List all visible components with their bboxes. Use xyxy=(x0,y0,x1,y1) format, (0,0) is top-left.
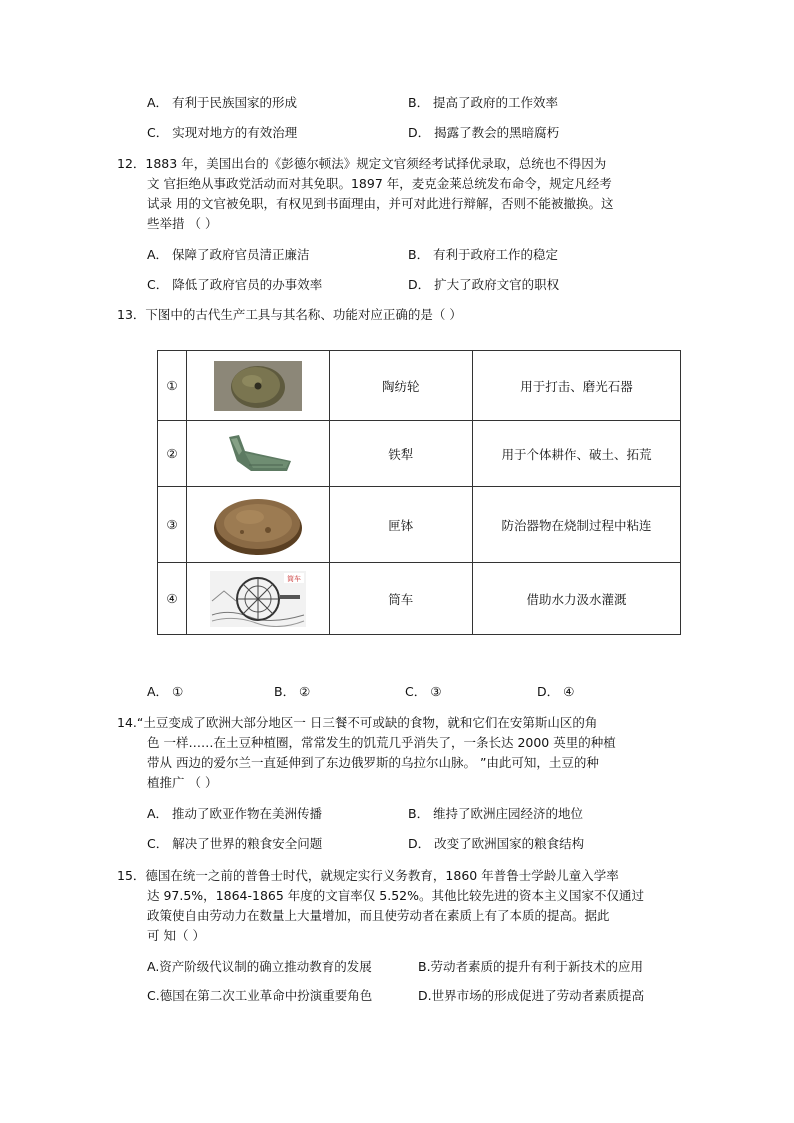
q13-stem: 13．下图中的古代生产工具与其名称、功能对应正确的是（ ） xyxy=(117,307,462,322)
q13-option-d[interactable]: D． ④ xyxy=(537,684,575,699)
q12-stem-line-2: 文 官拒绝从事政党活动而对其免职。1897 年，麦克金莱总统发布命令，规定凡经考 xyxy=(147,176,612,191)
q12-stem-line-3: 试录 用的文官被免职，有权见到书面理由，并可对此进行辩解，否则不能被撤换。这 xyxy=(147,196,614,211)
row-number: ① xyxy=(158,351,187,421)
water-wheel-image xyxy=(210,571,306,627)
q15-option-b[interactable]: B.劳动者素质的提升有利于新技术的应用 xyxy=(418,959,644,974)
row-number: ② xyxy=(158,421,187,487)
tool-name: 筒车 xyxy=(329,563,472,635)
q11-option-a[interactable]: A． 有利于民族国家的形成 xyxy=(147,95,298,110)
tool-name: 铁犁 xyxy=(329,421,472,487)
tool-function: 用于打击、磨光石器 xyxy=(472,351,680,421)
q14-stem-line-3: 带从 西边的爱尔兰一直延伸到了东边俄罗斯的乌拉尔山脉。 ”由此可知，土豆的种 xyxy=(147,755,599,770)
water-wheel-caption: 筒车 xyxy=(286,574,301,583)
table-row xyxy=(158,487,681,563)
tool-function: 防治器物在烧制过程中粘连 xyxy=(472,487,680,563)
tool-function: 用于个体耕作、破土、拓荒 xyxy=(472,421,680,487)
q14-option-c[interactable]: C． 解决了世界的粮食安全问题 xyxy=(147,836,323,851)
table-row xyxy=(158,351,681,421)
saggar-image xyxy=(210,492,306,558)
q15-option-a[interactable]: A.资产阶级代议制的确立推动教育的发展 xyxy=(147,959,372,974)
q15-stem-line-4: 可 知（ ） xyxy=(147,928,205,943)
row-number: ③ xyxy=(158,487,187,563)
table-row xyxy=(158,563,681,635)
tool-function: 借助水力汲水灌溉 xyxy=(472,563,680,635)
q12-stem-line-1: 12．1883 年，美国出台的《彭德尔顿法》规定文官须经考试择优录取，总统也不得因为 xyxy=(117,156,607,171)
q14-option-a[interactable]: A． 推动了欧亚作物在美洲传播 xyxy=(147,806,323,821)
tool-name: 匣钵 xyxy=(329,487,472,563)
table-row xyxy=(158,421,681,487)
q12-option-a[interactable]: A． 保障了政府官员清正廉洁 xyxy=(147,247,310,262)
q11-option-c[interactable]: C． 实现对地方的有效治理 xyxy=(147,125,298,140)
q12-option-b[interactable]: B． 有利于政府工作的稳定 xyxy=(408,247,559,262)
q15-stem-line-2: 达 97.5%，1864-1865 年度的文盲率仅 5.52%。其他比较先进的资本主义国家不仅通过 xyxy=(147,888,644,903)
tools-table xyxy=(157,350,681,635)
q14-option-b[interactable]: B． 维持了欧洲庄园经济的地位 xyxy=(408,806,584,821)
q12-option-d[interactable]: D． 扩大了政府文官的职权 xyxy=(408,277,560,292)
q14-stem-line-4: 植推广 （ ） xyxy=(147,775,218,790)
q14-stem-line-1: 14.“土豆变成了欧洲大部分地区一 日三餐不可或缺的食物，就和它们在安第斯山区的角 xyxy=(117,715,598,730)
q11-option-b[interactable]: B． 提高了政府的工作效率 xyxy=(408,95,559,110)
spindle-whorl-image xyxy=(214,361,302,411)
q15-stem-line-3: 政策使自由劳动力在数量上大量增加，而且使劳动者在素质上有了本质的提高。据此 xyxy=(147,908,610,923)
q14-stem-line-2: 色 一样……在土豆种植圈，常常发生的饥荒几乎消失了，一条长达 2000 英里的种植 xyxy=(147,735,616,750)
iron-plough-image xyxy=(215,431,301,477)
q13-option-a[interactable]: A． ① xyxy=(147,684,184,699)
q13-option-c[interactable]: C． ③ xyxy=(405,684,442,699)
q15-option-c[interactable]: C.德国在第二次工业革命中扮演重要角色 xyxy=(147,988,373,1003)
row-number: ④ xyxy=(158,563,187,635)
tool-name: 陶纺轮 xyxy=(329,351,472,421)
q14-option-d[interactable]: D． 改变了欧洲国家的粮食结构 xyxy=(408,836,585,851)
q15-option-d[interactable]: D.世界市场的形成促进了劳动者素质提高 xyxy=(418,988,645,1003)
q11-option-d[interactable]: D． 揭露了教会的黑暗腐朽 xyxy=(408,125,560,140)
q12-option-c[interactable]: C． 降低了政府官员的办事效率 xyxy=(147,277,323,292)
q12-stem-line-4: 些举措 （ ） xyxy=(147,216,218,231)
q15-stem-line-1: 15．德国在统一之前的普鲁士时代，就规定实行义务教育，1860 年普鲁士学龄儿童入学率 xyxy=(117,868,619,883)
q13-option-b[interactable]: B． ② xyxy=(274,684,311,699)
